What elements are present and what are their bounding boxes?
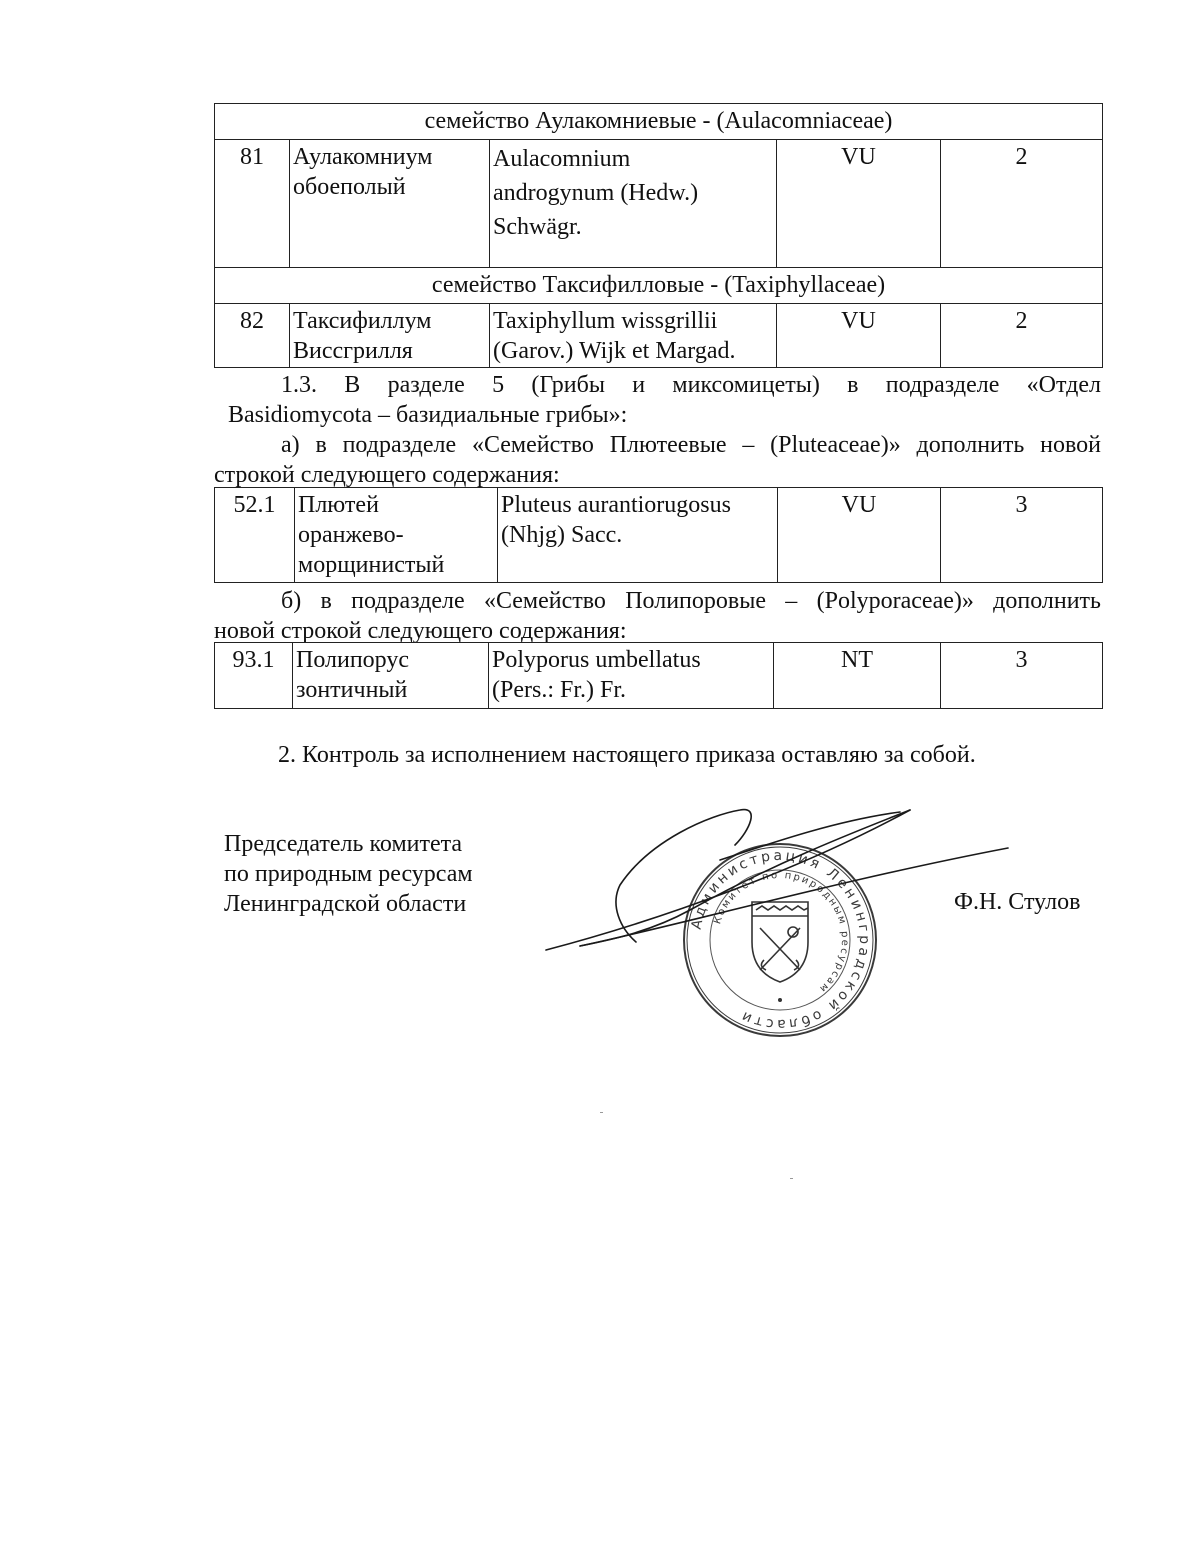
- latin-name: [490, 140, 777, 268]
- russian-name-line: обоеполый: [293, 174, 406, 200]
- signer-title: [224, 829, 473, 919]
- seal-inner-text: Комитет по природным ресурсам: [712, 869, 851, 996]
- russian-name: [295, 488, 498, 583]
- latin-name-line: (Nhjg) Sacc.: [501, 522, 623, 548]
- latin-name-line: (Pers.: Fr.) Fr.: [492, 677, 627, 703]
- latin-name-line: androgynum (Hedw.): [493, 180, 699, 206]
- table-polyporaceae-addition: [214, 642, 1103, 709]
- family-row: [215, 268, 1103, 304]
- scan-speck: [790, 1178, 793, 1179]
- status-code: VU: [777, 304, 941, 368]
- latin-name-line: Taxiphyllum wissgrillii: [493, 308, 718, 334]
- signer-title-line: по природным ресурсам: [224, 861, 473, 887]
- russian-name-line: Таксифиллум: [293, 308, 432, 334]
- status-code: VU: [777, 140, 941, 268]
- scan-speck: [600, 1112, 603, 1113]
- control-clause: 2. Контроль за исполнением настоящего приказа оставляю за собой.: [278, 742, 976, 768]
- table-row: [215, 643, 1103, 709]
- table-row: [215, 140, 1103, 268]
- russian-name-line: Виссгрилля: [293, 338, 413, 364]
- latin-name-line: Aulacomnium: [493, 146, 631, 172]
- row-number: 93.1: [215, 643, 293, 709]
- latin-name-line: Polyporus umbellatus: [492, 647, 701, 673]
- russian-name-line: зонтичный: [296, 677, 408, 703]
- table-pluteaceae-addition: [214, 487, 1103, 583]
- russian-name: [290, 140, 490, 268]
- family-row: [215, 104, 1103, 140]
- table-row: [215, 304, 1103, 368]
- category: 2: [941, 304, 1103, 368]
- latin-name-line: (Garov.) Wijk et Margad.: [493, 338, 736, 364]
- russian-name-line: оранжево-: [298, 522, 404, 548]
- table-row: [215, 488, 1103, 583]
- russian-name-line: морщинистый: [298, 552, 445, 578]
- item-a-line2: строкой следующего содержания:: [214, 462, 560, 488]
- russian-name-line: Плютей: [298, 492, 379, 518]
- latin-name: [498, 488, 778, 583]
- row-number: 82: [215, 304, 290, 368]
- signer-title-line: Председатель комитета: [224, 831, 463, 857]
- family-taxiphyllaceae: семейство Таксифилловые - (Taxiphyllaceae): [215, 268, 1103, 304]
- handwritten-signature: [540, 800, 1040, 960]
- item-b-line1: б) в подразделе «Семейство Полипоровые – (Polyporaceae)» дополнить: [281, 588, 1101, 614]
- category: 3: [941, 488, 1103, 583]
- russian-name: [290, 304, 490, 368]
- russian-name-line: Аулакомниум: [293, 144, 433, 170]
- family-aulacomniaceae: семейство Аулакомниевые - (Aulacomniaceae): [215, 104, 1103, 140]
- latin-name: [490, 304, 777, 368]
- status-code: NT: [774, 643, 941, 709]
- row-number: 52.1: [215, 488, 295, 583]
- category: 2: [941, 140, 1103, 268]
- section-13-line2: Basidiomycota – базидиальные грибы»:: [228, 402, 628, 428]
- russian-name-line: Полипорус: [296, 647, 410, 673]
- category: 3: [941, 643, 1103, 709]
- item-b-line2: новой строкой следующего содержания:: [214, 618, 627, 644]
- item-a-line1: а) в подразделе «Семейство Плютеевые – (Pluteaceae)» дополнить новой: [281, 432, 1101, 458]
- latin-name: [489, 643, 774, 709]
- table-mosses: [214, 103, 1103, 368]
- latin-name-line: Schwägr.: [493, 214, 582, 240]
- section-13-line1: 1.3. В разделе 5 (Грибы и миксомицеты) в подразделе «Отдел: [281, 372, 1101, 398]
- signer-title-line: Ленинградской области: [224, 891, 467, 917]
- latin-name-line: Pluteus aurantiorugosus: [501, 492, 731, 518]
- seal-outer-text: Администрация Ленинградской области: [688, 847, 873, 1033]
- status-code: VU: [778, 488, 941, 583]
- signer-name: Ф.Н. Стулов: [954, 889, 1081, 915]
- russian-name: [293, 643, 489, 709]
- row-number: 81: [215, 140, 290, 268]
